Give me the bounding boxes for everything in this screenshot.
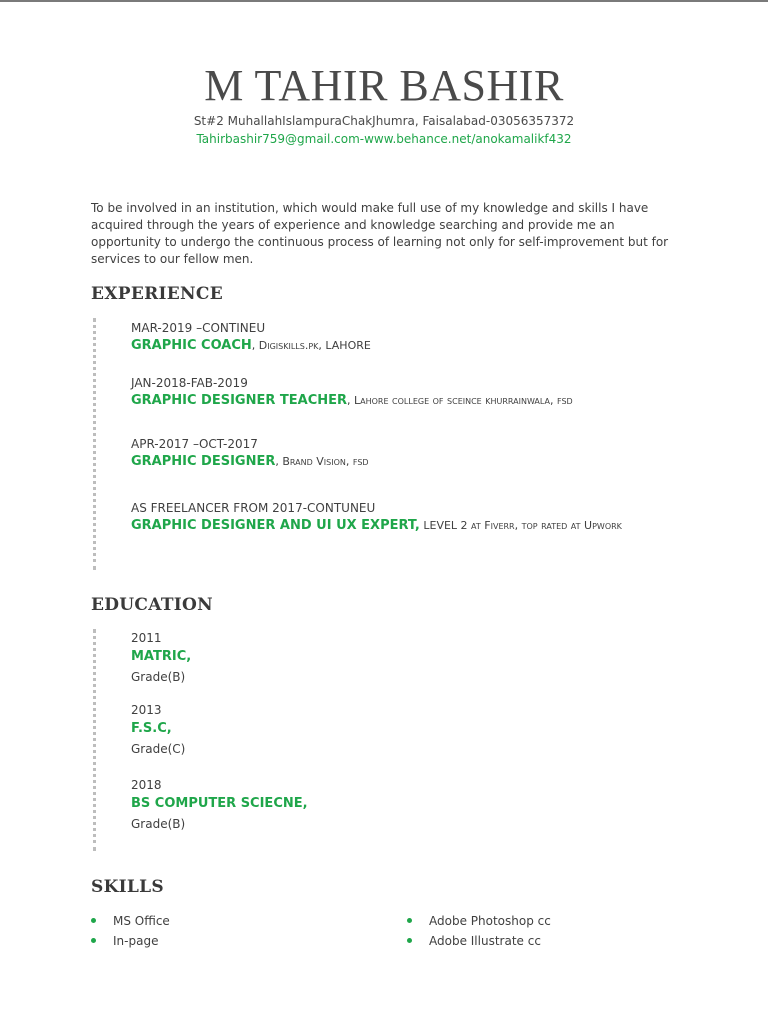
education-heading: EDUCATION: [91, 595, 213, 615]
bullet-icon: [91, 938, 96, 943]
education-year: 2013: [131, 703, 162, 717]
experience-role: GRAPHIC COACH: [131, 338, 252, 353]
education-grade: Grade(C): [131, 742, 186, 756]
skill-label: Adobe Photoshop cc: [429, 914, 551, 928]
education-entry: [131, 702, 751, 758]
experience-title: [131, 391, 751, 411]
skills-list-left: [91, 911, 170, 951]
skills-list-right: [407, 911, 551, 951]
skill-label: MS Office: [113, 914, 170, 928]
education-timeline-bar: [93, 629, 96, 851]
experience-org: , Lahore college of sceince khurrainwala, fsd: [347, 394, 573, 407]
education-degree: F.S.C,: [131, 721, 172, 736]
skill-label: Adobe Illustrate cc: [429, 934, 541, 948]
bullet-icon: [407, 938, 412, 943]
experience-date: AS FREELANCER FROM 2017-CONTUNEU: [131, 501, 376, 515]
experience-heading: EXPERIENCE: [91, 284, 223, 304]
experience-entry: [131, 320, 751, 356]
experience-org: LEVEL 2 at Fiverr, top rated at Upwork: [419, 519, 622, 532]
experience-timeline-bar: [93, 318, 96, 570]
skill-item: [91, 911, 170, 931]
education-entry: [131, 630, 751, 686]
education-degree: MATRIC,: [131, 649, 192, 664]
experience-role: GRAPHIC DESIGNER TEACHER: [131, 393, 348, 408]
experience-role: GRAPHIC DESIGNER: [131, 454, 276, 469]
education-year: 2018: [131, 778, 162, 792]
experience-org: , Brand Vision, fsd: [275, 455, 369, 468]
top-border-rule: [0, 0, 768, 2]
education-grade: Grade(B): [131, 817, 186, 831]
experience-entry: [131, 500, 751, 536]
resume-address: St#2 MuhallahIslampuraChakJhumra, Faisalabad-03056357372: [193, 114, 575, 128]
bullet-icon: [407, 918, 412, 923]
skill-item: [91, 931, 170, 951]
experience-title: [131, 516, 751, 536]
experience-title: [131, 452, 751, 472]
experience-org: , Digiskills.pk, LAHORE: [251, 339, 371, 352]
experience-date: JAN-2018-FAB-2019: [131, 376, 248, 390]
skill-label: In-page: [113, 934, 159, 948]
experience-date: APR-2017 –OCT-2017: [131, 437, 258, 451]
skills-heading: SKILLS: [91, 877, 164, 897]
experience-entry: [131, 375, 751, 411]
experience-date: MAR-2019 –CONTINEU: [131, 321, 266, 335]
education-grade: Grade(B): [131, 670, 186, 684]
experience-entry: [131, 436, 751, 472]
skill-item: [407, 931, 551, 951]
skill-item: [407, 911, 551, 931]
bullet-icon: [91, 918, 96, 923]
education-entry: [131, 777, 751, 833]
education-year: 2011: [131, 631, 162, 645]
experience-title: [131, 336, 751, 356]
objective-paragraph: To be involved in an institution, which would make full use of my knowledge and skills I have acquired through the years of experience and knowledge searching and provide me an opportunity to undergo the continuous process of learning not only for self-improvement but for services to our fellow men.: [91, 201, 669, 266]
resume-contact-links[interactable]: Tahirbashir759@gmail.com-www.behance.net/anokamalikf432: [196, 132, 572, 146]
experience-role: GRAPHIC DESIGNER AND UI UX EXPERT,: [131, 518, 420, 533]
resume-name: M TAHIR BASHIR: [204, 61, 564, 110]
education-degree: BS COMPUTER SCIECNE,: [131, 796, 308, 811]
